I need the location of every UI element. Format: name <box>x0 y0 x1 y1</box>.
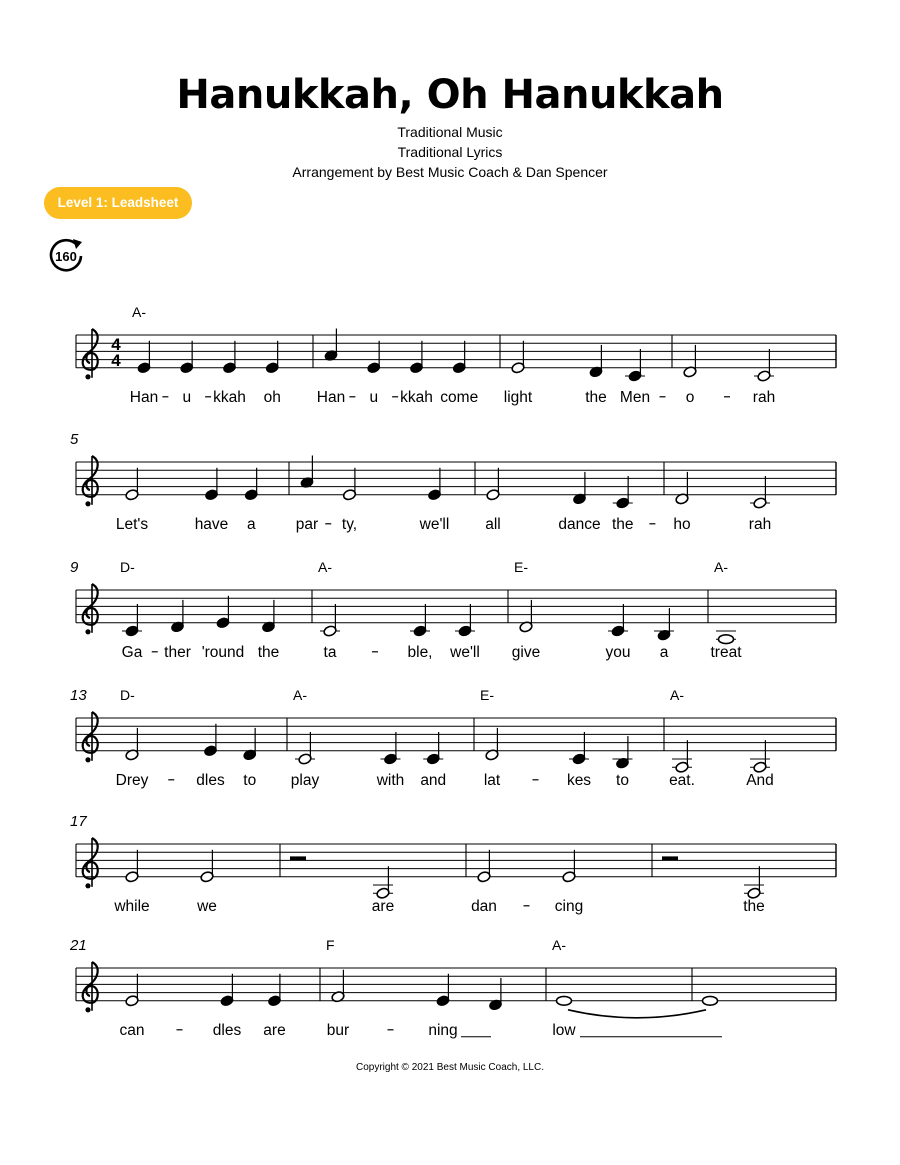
lyric-syllable: you <box>605 643 631 661</box>
lyric-syllable: the <box>585 388 607 406</box>
level-badge: Level 1: Leadsheet <box>44 187 192 219</box>
lyric-syllable: come <box>440 388 479 406</box>
lyric-syllable: we'll <box>450 643 480 661</box>
lyric-syllable: all <box>485 515 501 533</box>
tempo-value: 160 <box>55 249 77 264</box>
half-rest-icon <box>662 856 678 860</box>
chord-symbol: D- <box>120 687 135 703</box>
measure-number: 5 <box>70 431 79 448</box>
measure <box>662 856 765 914</box>
lyric-syllable: ning <box>428 1021 458 1039</box>
tie <box>568 1010 706 1018</box>
measure <box>552 937 576 1039</box>
chord-symbol: A- <box>293 687 307 703</box>
lyric-syllable: have <box>194 515 229 533</box>
chord-symbol: E- <box>480 687 494 703</box>
lyric-syllable: lat <box>483 771 501 789</box>
measure <box>480 687 633 789</box>
chord-symbol: A- <box>714 559 728 575</box>
measure <box>120 559 279 661</box>
measure <box>703 996 718 1005</box>
measure-number: 13 <box>70 687 87 704</box>
lyric-syllable: a <box>246 515 256 533</box>
chord-symbol: F <box>326 937 335 953</box>
lyric-syllable: u <box>182 388 192 406</box>
arrangement-credit: Arrangement by Best Music Coach & Dan Spencer <box>292 164 608 180</box>
measure <box>485 468 633 533</box>
lyric-syllable: ta <box>323 643 337 661</box>
staff-system <box>70 813 836 915</box>
measure <box>669 687 774 789</box>
lyric-syllable: ther <box>164 643 191 661</box>
lyric-syllable: the <box>743 897 765 915</box>
lyric-syllable: eat. <box>669 771 695 789</box>
lyric-syllable: o <box>685 388 695 406</box>
lyric-syllable: kkah <box>213 388 246 406</box>
lyrics-credit: Traditional Lyrics <box>397 144 503 160</box>
whole-note <box>703 996 718 1005</box>
measure-number: 9 <box>70 559 79 576</box>
measure <box>116 468 259 533</box>
measure <box>710 559 742 661</box>
lyric-syllable: ble, <box>407 643 433 661</box>
page-title: Hanukkah, Oh Hanukkah <box>176 72 724 118</box>
time-signature-top: 4 <box>111 335 121 354</box>
copyright-notice: Copyright © 2021 Best Music Coach, LLC. <box>355 1062 544 1073</box>
measure <box>130 304 281 406</box>
staff-system <box>70 431 836 533</box>
lyric-syllable: dles <box>212 1021 242 1039</box>
lyric-syllable: bur <box>326 1021 350 1039</box>
measure <box>296 456 450 533</box>
lyric-syllable: Ga <box>121 643 143 661</box>
lyric-syllable: give <box>511 643 541 661</box>
lyric-syllable: dan <box>471 897 497 915</box>
chord-symbol: A- <box>132 304 146 320</box>
lyric-syllable: the <box>611 515 634 533</box>
measure <box>291 687 446 789</box>
lyric-syllable: ty, <box>341 515 358 533</box>
lyric-syllable: kes <box>566 771 592 789</box>
staff-system <box>70 559 836 661</box>
measure <box>116 687 257 789</box>
treble-clef-icon <box>83 329 98 379</box>
staff-system <box>70 687 836 789</box>
treble-clef-icon <box>83 456 98 506</box>
lyric-syllable: ho <box>673 515 691 533</box>
lyric-syllable: are <box>371 897 395 915</box>
lyric-syllable: a <box>659 643 669 661</box>
lyric-syllable: cing <box>554 897 584 915</box>
measure-number: 17 <box>70 813 87 830</box>
lyric-syllable: And <box>746 771 774 789</box>
measure <box>471 850 583 915</box>
lyric-syllable: dance <box>558 515 601 533</box>
staff-system <box>69 937 836 1039</box>
lyric-syllable: rah <box>748 515 772 533</box>
chord-symbol: A- <box>318 559 332 575</box>
measure <box>317 329 478 406</box>
chord-symbol: A- <box>552 937 566 953</box>
lyric-syllable: with <box>376 771 405 789</box>
measure <box>318 559 480 661</box>
lyric-syllable: Han <box>316 388 346 406</box>
lyric-syllable: are <box>263 1021 286 1039</box>
lyric-syllable: Han <box>129 388 159 406</box>
lyric-syllable: treat <box>710 643 742 661</box>
music-credit: Traditional Music <box>397 124 503 140</box>
whole-note <box>719 635 734 644</box>
measure <box>673 472 771 533</box>
lyric-syllable: to <box>243 771 257 789</box>
lyric-syllable: Let's <box>115 515 149 533</box>
chord-symbol: A- <box>670 687 684 703</box>
measure <box>512 559 674 661</box>
lyric-syllable: Men <box>619 388 651 406</box>
lyric-syllable: low <box>552 1021 576 1039</box>
lyric-syllable: oh <box>263 388 281 406</box>
lyric-syllable: the <box>257 643 280 661</box>
lyric-syllable: par <box>295 515 319 533</box>
time-signature-bottom: 4 <box>111 351 121 370</box>
treble-clef-icon <box>83 962 98 1012</box>
treble-clef-icon <box>83 712 98 762</box>
measure <box>113 850 217 915</box>
lyric-syllable: rah <box>752 388 776 406</box>
whole-note <box>557 996 572 1005</box>
chord-symbol: D- <box>120 559 135 575</box>
lyric-syllable: light <box>503 388 533 406</box>
half-rest-icon <box>290 856 306 860</box>
lyric-syllable: kkah <box>400 388 433 406</box>
lyric-syllable: play <box>290 771 320 789</box>
measure <box>504 341 650 406</box>
treble-clef-icon <box>83 584 98 634</box>
lyric-syllable: we'll <box>419 515 450 533</box>
lyric-syllable: can <box>119 1021 145 1039</box>
lyric-syllable: u <box>369 388 379 406</box>
lyric-syllable: we <box>197 897 217 915</box>
lyric-syllable: to <box>616 771 629 789</box>
lyric-syllable: 'round <box>201 643 245 661</box>
measure <box>120 974 286 1039</box>
lyric-syllable: dles <box>196 771 225 789</box>
chord-symbol: E- <box>514 559 528 575</box>
staff-system <box>76 304 836 406</box>
measure <box>326 937 503 1039</box>
treble-clef-icon <box>83 838 98 888</box>
lyric-syllable: while <box>114 897 150 915</box>
measure <box>290 856 394 914</box>
measure-number: 21 <box>70 937 87 954</box>
lyric-syllable: and <box>420 771 447 789</box>
lyric-syllable: Drey <box>115 771 149 789</box>
